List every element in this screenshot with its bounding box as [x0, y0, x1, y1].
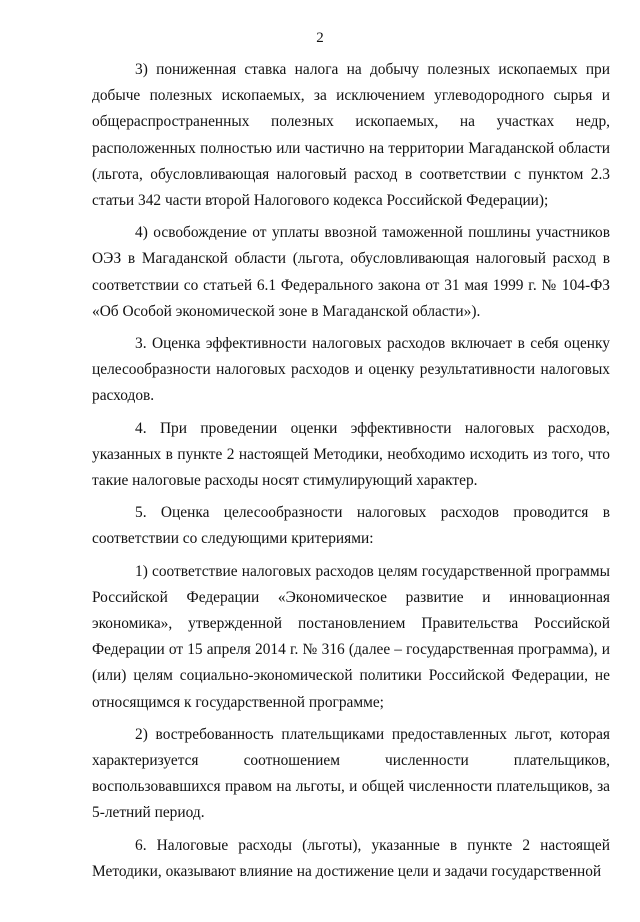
- paragraph-influence-on-goals: 6. Налоговые расходы (льготы), указанные в пункте 2 настоящей Методики, оказывают влияние на достижение цели и задачи государственной: [92, 836, 610, 880]
- paragraph-stimulating-nature: 4. При проведении оценки эффективности налоговых расходов, указанных в пункте 2 настоящей Методики, необходимо исходить из того, что такие налоговые расходы носят стимулирующий характер.: [92, 419, 610, 490]
- paragraph-mineral-tax-rate: 3) пониженная ставка налога на добычу полезных ископаемых при добыче полезных ископаемых, за исключением углеводородного сырья и общераспространенных полезных ископаемых, на участках недр, расположенных полностью или частично на территории Магаданской области (льгота, обусловливающая налоговый расход в соответствии с пунктом 2.3 статьи 342 части второй Налогового кодекса Российской Федерации);: [92, 61, 610, 210]
- paragraph-efficiency-assessment: 3. Оценка эффективности налоговых расходов включает в себя оценку целесообразности налоговых расходов и оценку результативности налоговых расходов.: [92, 335, 610, 405]
- paragraph-feasibility-criteria: 5. Оценка целесообразности налоговых расходов проводится в соответствии со следующими критериями:: [92, 504, 610, 548]
- paragraph-criterion-program-goals: 1) соответствие налоговых расходов целям государственной программы Российской Федерации «Экономическое развитие и инновационная экономика», утвержденной постановлением Правительства Российской Федерации от 15 апреля 2014 г. № 316 (далее – государственная программа), и (или) целям социально-экономической политики Российской Федерации, не относящимся к государственной программе;: [92, 562, 610, 711]
- paragraph-criterion-demand: 2) востребованность плательщиками предоставленных льгот, которая характеризуется соотношением численности плательщиков, воспользовавшихся правом на льготы, и общей численности плательщиков, за 5-летний период.: [92, 725, 610, 822]
- page-number: 2: [316, 30, 324, 46]
- paragraph-customs-duty-exemption: 4) освобождение от уплаты ввозной таможенной пошлины участников ОЭЗ в Магаданской области (льгота, обусловливающая налоговый расход в соответствии со статьей 6.1 Федерального закона от 31 мая 1999 г. № 104-ФЗ «Об Особой экономической зоне в Магаданской области»).: [92, 224, 610, 320]
- document-body: [92, 57, 610, 891]
